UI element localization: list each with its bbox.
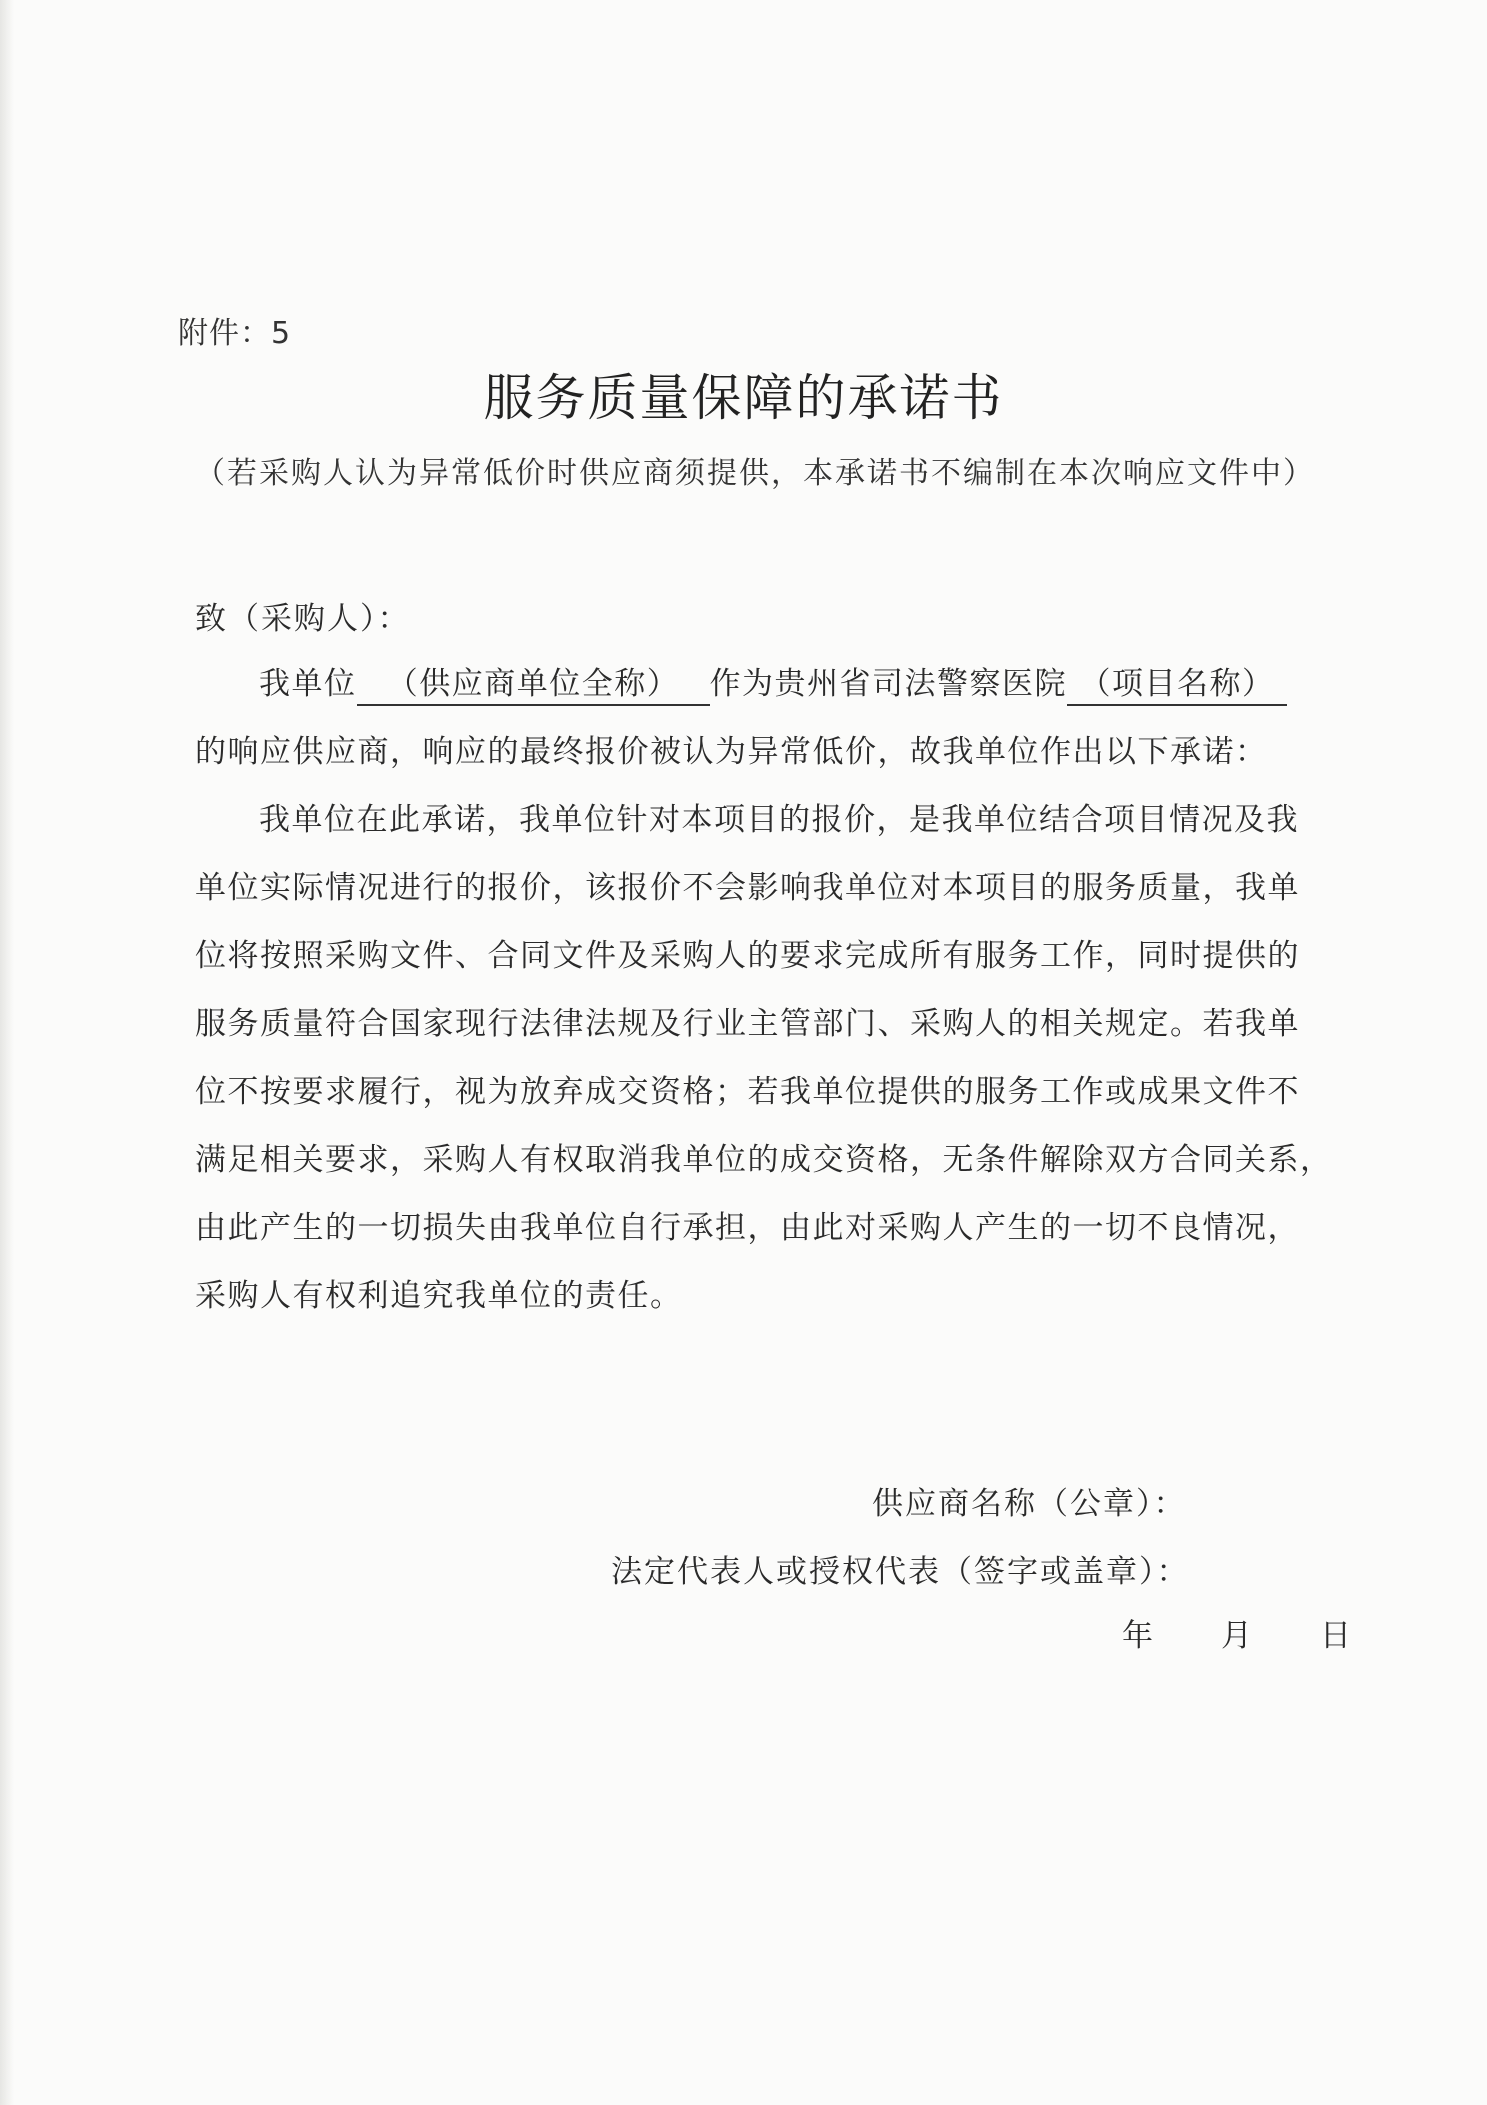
para1-prefix: 我单位 [259, 666, 357, 702]
addressee-line: 致（采购人）： [195, 601, 411, 637]
supplier-name-blank: （供应商单位全称） [357, 664, 710, 706]
para2-line: 由此产生的一切损失由我单位自行承担，由此对采购人产生的一切不良情况， [195, 1210, 1300, 1246]
para2-line: 单位实际情况进行的报价，该报价不会影响我单位对本项目的服务质量，我单 [195, 870, 1300, 906]
signature-date [1122, 1610, 1351, 1655]
para2-line: 采购人有权利追究我单位的责任。 [195, 1278, 683, 1314]
representative-signature-label: 法定代表人或授权代表（签字或盖章）： [611, 1554, 1190, 1590]
scan-edge-shadow [0, 0, 14, 2105]
para1-line1 [195, 650, 1325, 718]
para2-line: 满足相关要求，采购人有权取消我单位的成交资格，无条件解除双方合同关系， [195, 1142, 1333, 1178]
para2-line: 我单位在此承诺，我单位针对本项目的报价，是我单位结合项目情况及我 [259, 802, 1299, 838]
para1-middle: 作为贵州省司法警察医院 [709, 666, 1067, 702]
para2-line: 位不按要求履行，视为放弃成交资格；若我单位提供的服务工作或成果文件不 [195, 1074, 1300, 1110]
document-subtitle: （若采购人认为异常低价时供应商须提供，本承诺书不编制在本次响应文件中） [195, 456, 1315, 491]
para2-line: 位将按照采购文件、合同文件及采购人的要求完成所有服务工作，同时提供的 [195, 938, 1300, 974]
date-year-label: 年 [1122, 1618, 1153, 1654]
date-month-label: 月 [1221, 1618, 1252, 1654]
date-day-label: 日 [1320, 1618, 1351, 1654]
project-name-blank: （项目名称） [1067, 664, 1287, 706]
attachment-label: 附件：5 [178, 316, 292, 351]
para2-line: 服务质量符合国家现行法律法规及行业主管部门、采购人的相关规定。若我单 [195, 1006, 1300, 1042]
para1-line2: 的响应供应商，响应的最终报价被认为异常低价，故我单位作出以下承诺： [195, 734, 1268, 770]
commitment-body [195, 650, 1333, 1330]
supplier-seal-label: 供应商名称（公章）： [872, 1486, 1187, 1522]
document-title: 服务质量保障的承诺书 [483, 369, 1004, 427]
